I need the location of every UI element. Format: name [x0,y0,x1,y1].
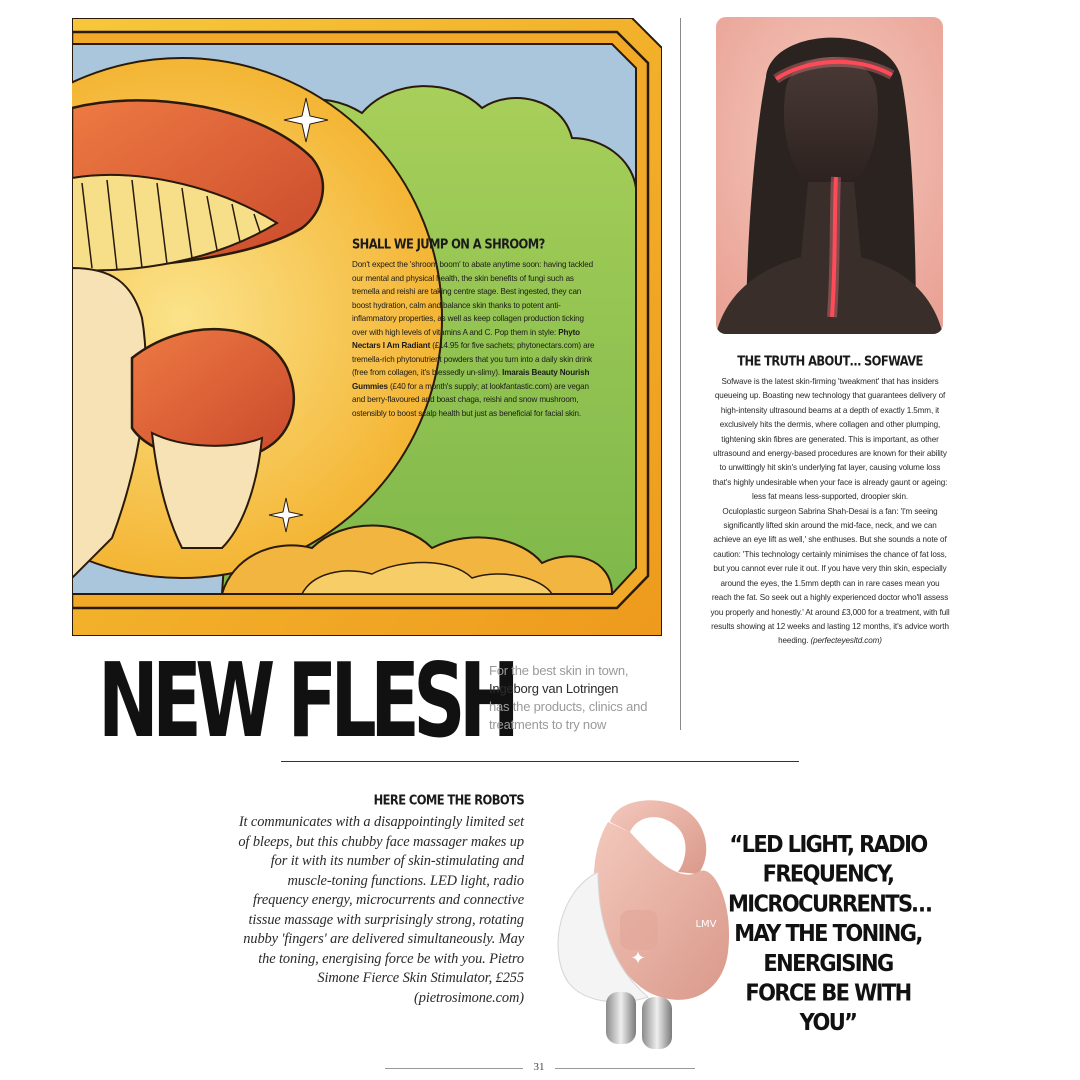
folio-rule-right [555,1068,695,1069]
shroom-body-intro: Don't expect the 'shroom boom' to abate anytime soon: having tackled our mental and physical health, the skin benefits of fungi such as tremella and reishi are taking centre stage. Best ingested, they can boost hydration, calm and balance skin thanks to potent anti-inflammatory properties, as well as keep collagen production ticking over with high levels of vitamins A and C. Pop them in style: [352,260,593,337]
shroom-body-imarais: (£40 for a month's supply; at lookfantastic.com) are vegan and berry-flavoured and boast chaga, reishi and snow mushroom, ostensibly to boost scalp health but just as beneficial for facial skin. [352,381,589,418]
standfirst [489,662,669,734]
product-phyto-nectars: Phyto Nectars I Am Radiant [352,327,580,350]
pull-quote: “LED LIGHT, RADIO FREQUENCY, MICROCURRENTS… MAY THE TONING, ENERGISING FORCE BE WITH YOU” [728,831,931,1036]
shroom-heading: SHALL WE JUMP ON A SHROOM? [352,236,545,253]
standfirst-lead: For the best skin in town, [489,663,629,678]
massager-image [538,792,748,1054]
sofwave-article [710,354,950,649]
sofwave-photo [716,17,943,334]
section-divider [281,761,799,762]
svg-text:✦: ✦ [630,948,646,969]
column-divider [680,18,681,730]
robots-article [230,792,524,1008]
mushroom-illustration [72,18,662,636]
shroom-article [352,236,598,420]
sofwave-paragraph-1: Sofwave is the latest skin-firming 'tweakment' that has insiders queueing up. Boasting new technology that guarantees delivery of high-intensity ultrasound beams at a depth of exactly 1.5mm, it exclusively hits the dermis, where collagen and other plumping, tightening skin fibres are generated. This is important, as other ultrasound and energy-based procedures are known for their ability to unwittingly hit skin's underlying fat layer, causing volume loss that's highly undesirable when your face is already gaunt or ageing: less fat means less-supported, droopier skin. [712,377,948,502]
page-number: 31 [533,1061,545,1073]
robots-heading: HERE COME THE ROBOTS [373,792,524,809]
face-massager-product [538,792,748,1054]
shroom-body-phyto: (£14.95 for five sachets; phytonectars.com) are tremella-rich phytonutrient powders that you turn into a daily skin drink (free from collagen, it's blessedly un-slimy). [352,341,595,377]
device-logo: LMV [695,919,717,930]
product-imarais-gummies: Imarais Beauty Nourish Gummies [352,368,590,391]
page-headline: NEW FLESH [98,642,514,761]
shroom-body [352,258,598,420]
robots-body: It communicates with a disappointingly limited set of bleeps, but this chubby face massager makes up for it with its number of skin-stimulating and muscle-toning functions. LED light, radio frequency energy, microcurrents and connective tissue massage with surprisingly strong, rotating nubby 'fingers' are delivered simultaneously. May the toning, energising force be with you. Pietro Simone Fierce Skin Stimulator, £255 (pietrosimone.com) [238,814,524,1006]
sofwave-source: (perfecteyesltd.com) [810,636,882,646]
portrait-laser-image [716,17,943,334]
sofwave-paragraph-2 [710,505,950,649]
sofwave-heading: THE TRUTH ABOUT… SOFWAVE [737,352,923,370]
author-name: Ingeborg van Lotringen [489,681,619,696]
folio-rule-left [385,1068,523,1069]
sofwave-paragraph-2-text: Oculoplastic surgeon Sabrina Shah-Desai is a fan: 'I'm seeing significantly lifted skin around the mid-face, neck, and we can achieve an eye lift as well,' she enthuses. But she sounds a note of caution: 'This technology certainly minimises the chance of fat loss, but you cannot ever rule it out. If you have very thin skin, especially around the eyes, the 1.5mm depth can in rare cases mean you reach the fat. So seek out a highly experienced doctor who'll assess you properly and honestly.' At around £3,000 for a treatment, with full results showing at 12 weeks and lasting 12 months, it's advice worth heeding. [710,506,950,646]
standfirst-tail: has the products, clinics and treatments to try now [489,699,648,732]
